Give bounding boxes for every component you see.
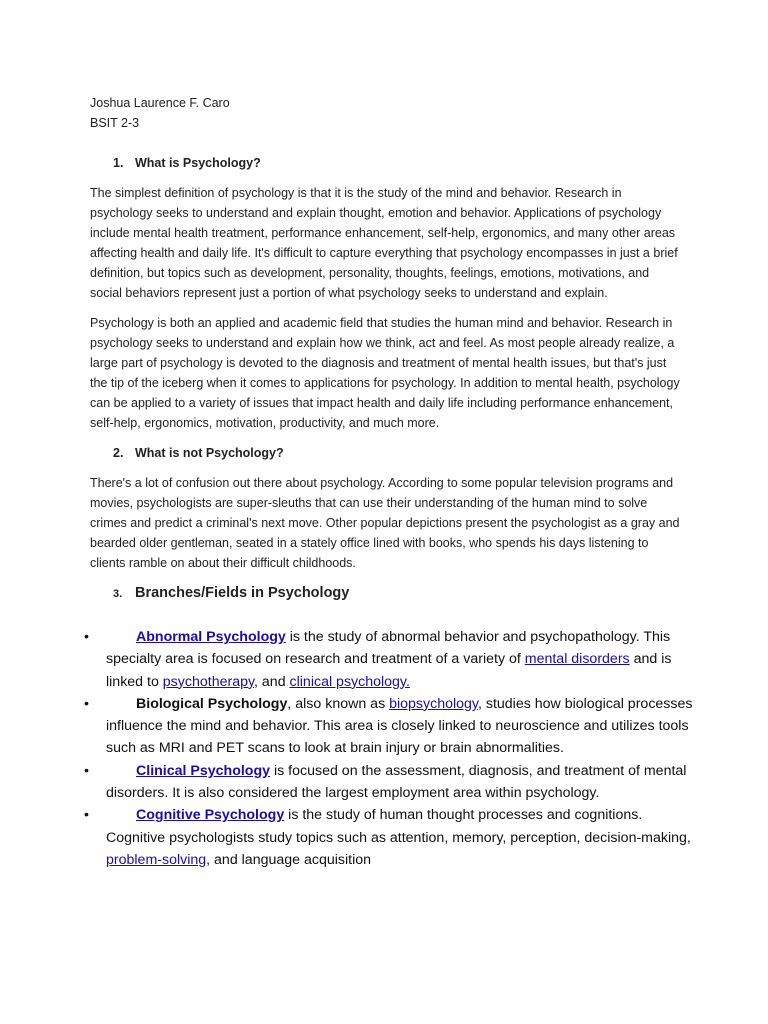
bullet: • — [84, 695, 89, 712]
heading-number: 2. — [113, 446, 124, 460]
link-mental-disorders[interactable]: mental disorders — [524, 651, 630, 668]
heading-title: What is not Psychology? — [135, 446, 284, 460]
item-text: and is linked to — [106, 651, 672, 690]
paragraph-definition: The simplest definition of psychology is that it is the study of the mind and behavior. Research in psychology seeks to understand and explain thought, emotion and behavior. Applications of psychology include mental health treatment, performance enhancement, self-help, ergonomics, and many other areas affecting health and daily life. It's difficult to capture everything that psychology encompasses in just a brief definition, but topics such as development, personality, thoughts, feelings, emotions, motivations, and social behaviors represent just a portion of what psychology seeks to understand and explain. — [90, 186, 678, 300]
bullet: • — [84, 762, 89, 779]
heading-branches — [113, 585, 349, 601]
link-clinical-psychology-term[interactable]: Clinical Psychology — [136, 762, 271, 779]
link-clinical-psychology[interactable]: clinical psychology. — [289, 673, 410, 690]
item-text: , and — [254, 673, 290, 690]
term-biological-psychology: Biological Psychology — [136, 695, 288, 712]
heading-title: Branches/Fields in Psychology — [135, 585, 350, 601]
heading-what-is-not-psychology — [113, 446, 284, 460]
item-text: , also known as — [287, 695, 390, 712]
heading-what-is-psychology — [113, 156, 261, 170]
list-item-clinical — [80, 760, 700, 805]
list-item-cognitive — [80, 804, 700, 871]
branches-list — [80, 626, 700, 871]
author-name: Joshua Laurence F. Caro — [90, 96, 230, 110]
bullet: • — [84, 629, 89, 645]
item-text: , studies how biological processes influence the mind and behavior. This area is closely linked to neuroscience and utilizes tools such as MRI and PET scans to look at brain injury or brain abnormalities. — [106, 695, 693, 757]
heading-title: What is Psychology? — [135, 156, 261, 170]
list-item-biological — [80, 693, 700, 760]
item-text: is focused on the assessment, diagnosis, and treatment of mental disorders. It is also considered the largest employment area within psychology. — [106, 762, 687, 802]
link-biopsychology[interactable]: biopsychology — [389, 695, 478, 712]
heading-number: 3. — [113, 588, 123, 600]
link-abnormal-psychology[interactable]: Abnormal Psychology — [136, 629, 286, 645]
link-problem-solving[interactable]: problem-solving — [106, 851, 207, 868]
paragraph-applied-academic: Psychology is both an applied and academic field that studies the human mind and behavior. Research in psychology seeks to understand and explain how we think, act and feel. As most people already realize, a large part of psychology is devoted to the diagnosis and treatment of mental health issues, but that's just the tip of the iceberg when it comes to applications for psychology. In addition to mental health, psychology can be applied to a variety of issues that impact health and daily life including performance enhancement, self-help, ergonomics, motivation, productivity, and much more. — [90, 316, 680, 430]
paragraph-confusion: There's a lot of confusion out there about psychology. According to some popular television programs and movies, psychologists are super-sleuths that can use their understanding of the human mind to solve crimes and predict a criminal's next move. Other popular depictions present the psychologist as a gray and bearded older gentleman, seated in a stately office lined with books, who spends his days listening to clients ramble on about their difficult childhoods. — [90, 476, 680, 570]
bullet: • — [84, 807, 89, 824]
list-item-abnormal — [80, 626, 700, 693]
heading-number: 1. — [113, 156, 124, 170]
link-psychotherapy[interactable]: psychotherapy — [162, 673, 255, 690]
class-section: BSIT 2-3 — [90, 116, 140, 130]
item-text: is the study of human thought processes and cognitions. Cognitive psychologists study topics such as attention, memory, perception, decision-making, — [106, 807, 691, 846]
item-text: is the study of abnormal behavior and psychopathology. This specialty area is focused on research and treatment of a variety of — [106, 629, 671, 668]
item-text: , and language acquisition — [206, 851, 372, 868]
link-cognitive-psychology[interactable]: Cognitive Psychology — [136, 807, 285, 824]
